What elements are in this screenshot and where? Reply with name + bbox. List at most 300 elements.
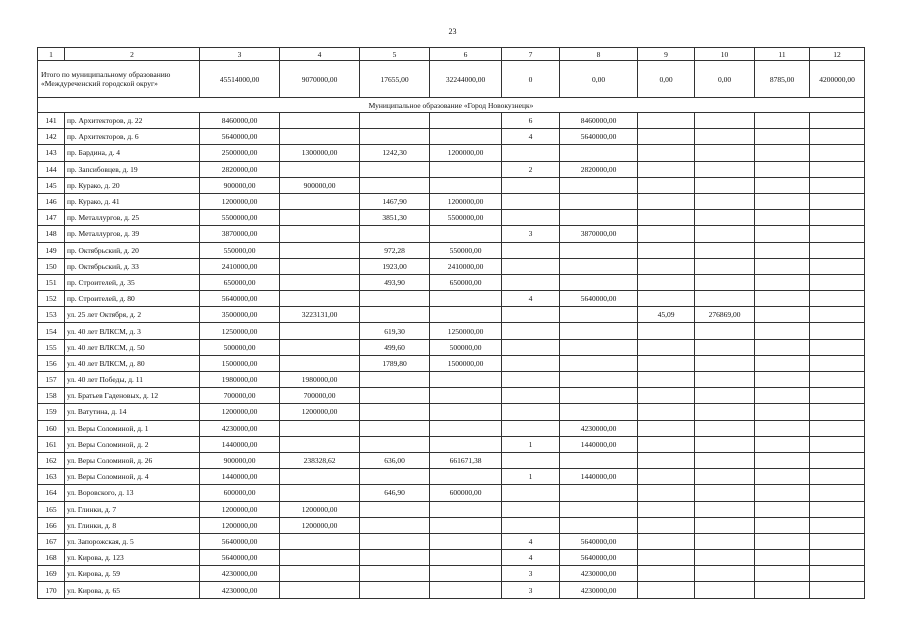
value-cell (560, 501, 638, 517)
value-cell (638, 274, 695, 290)
address-cell: пр. Запсибовцев, д. 19 (65, 161, 200, 177)
row-number-cell: 164 (38, 485, 65, 501)
value-cell (755, 485, 810, 501)
value-cell: 5640000,00 (560, 291, 638, 307)
value-cell (560, 339, 638, 355)
row-number-cell: 148 (38, 226, 65, 242)
address-cell: ул. Воровского, д. 13 (65, 485, 200, 501)
value-cell (695, 161, 755, 177)
value-cell (280, 274, 360, 290)
value-cell (502, 274, 560, 290)
value-cell (560, 355, 638, 371)
value-cell (360, 404, 430, 420)
address-cell: ул. 40 лет ВЛКСМ, д. 80 (65, 355, 200, 371)
value-cell: 1200000,00 (200, 193, 280, 209)
value-cell (430, 517, 502, 533)
value-cell (430, 436, 502, 452)
table-row (38, 550, 865, 566)
table-row (38, 161, 865, 177)
table-row (38, 274, 865, 290)
value-cell (695, 129, 755, 145)
value-cell: 493,90 (360, 274, 430, 290)
value-cell (502, 404, 560, 420)
value-cell (695, 485, 755, 501)
address-cell: ул. 40 лет ВЛКСМ, д. 50 (65, 339, 200, 355)
value-cell (810, 274, 865, 290)
value-cell (810, 129, 865, 145)
value-cell (280, 129, 360, 145)
total-cell: 9070000,00 (280, 61, 360, 98)
value-cell: 238328,62 (280, 452, 360, 468)
row-number-cell: 149 (38, 242, 65, 258)
value-cell (695, 517, 755, 533)
value-cell (638, 210, 695, 226)
address-cell: пр. Строителей, д. 35 (65, 274, 200, 290)
value-cell (360, 566, 430, 582)
value-cell (638, 161, 695, 177)
value-cell (360, 388, 430, 404)
value-cell (810, 404, 865, 420)
table-row (38, 436, 865, 452)
value-cell (810, 436, 865, 452)
row-number-cell: 157 (38, 372, 65, 388)
value-cell: 3223131,00 (280, 307, 360, 323)
value-cell: 2 (502, 161, 560, 177)
value-cell (638, 193, 695, 209)
value-cell (695, 226, 755, 242)
table-row (38, 517, 865, 533)
value-cell (755, 355, 810, 371)
value-cell (560, 210, 638, 226)
value-cell (755, 307, 810, 323)
value-cell (810, 113, 865, 129)
value-cell: 5640000,00 (200, 550, 280, 566)
value-cell (755, 452, 810, 468)
value-cell (695, 420, 755, 436)
value-cell (638, 129, 695, 145)
column-header: 10 (695, 48, 755, 61)
value-cell (755, 258, 810, 274)
value-cell: 900000,00 (200, 452, 280, 468)
value-cell (280, 582, 360, 598)
value-cell: 1980000,00 (200, 372, 280, 388)
row-number-cell: 145 (38, 177, 65, 193)
value-cell (560, 177, 638, 193)
value-cell (695, 177, 755, 193)
value-cell (638, 323, 695, 339)
value-cell (560, 274, 638, 290)
value-cell: 1 (502, 436, 560, 452)
value-cell: 3870000,00 (560, 226, 638, 242)
row-number-cell: 155 (38, 339, 65, 355)
value-cell (755, 550, 810, 566)
value-cell: 2820000,00 (200, 161, 280, 177)
value-cell (810, 258, 865, 274)
value-cell: 1200000,00 (280, 404, 360, 420)
value-cell (695, 113, 755, 129)
table-row (38, 226, 865, 242)
value-cell (810, 550, 865, 566)
value-cell (280, 420, 360, 436)
value-cell (280, 469, 360, 485)
value-cell (695, 469, 755, 485)
value-cell: 3 (502, 582, 560, 598)
value-cell (360, 420, 430, 436)
value-cell (695, 339, 755, 355)
table-row (38, 242, 865, 258)
value-cell (638, 291, 695, 307)
value-cell (638, 404, 695, 420)
value-cell (695, 436, 755, 452)
value-cell (810, 452, 865, 468)
value-cell (430, 566, 502, 582)
row-number-cell: 163 (38, 469, 65, 485)
value-cell (755, 339, 810, 355)
value-cell: 5640000,00 (200, 129, 280, 145)
value-cell (502, 420, 560, 436)
data-table (37, 47, 865, 599)
column-header: 4 (280, 48, 360, 61)
total-cell: 8785,00 (755, 61, 810, 98)
column-header-row (38, 48, 865, 61)
value-cell (695, 566, 755, 582)
value-cell (810, 485, 865, 501)
value-cell: 1200000,00 (200, 404, 280, 420)
value-cell (810, 582, 865, 598)
value-cell (810, 420, 865, 436)
value-cell (430, 177, 502, 193)
value-cell (695, 242, 755, 258)
value-cell (280, 193, 360, 209)
section-row (38, 98, 865, 113)
value-cell (560, 323, 638, 339)
address-cell: ул. 25 лет Октября, д. 2 (65, 307, 200, 323)
value-cell (280, 258, 360, 274)
total-cell: 45514000,00 (200, 61, 280, 98)
row-number-cell: 169 (38, 566, 65, 582)
value-cell (560, 307, 638, 323)
value-cell: 636,00 (360, 452, 430, 468)
value-cell (755, 129, 810, 145)
value-cell (502, 258, 560, 274)
value-cell: 2410000,00 (430, 258, 502, 274)
value-cell (360, 517, 430, 533)
value-cell (695, 291, 755, 307)
value-cell (502, 485, 560, 501)
value-cell (810, 226, 865, 242)
value-cell (560, 242, 638, 258)
table-row (38, 452, 865, 468)
value-cell: 2820000,00 (560, 161, 638, 177)
value-cell (560, 404, 638, 420)
value-cell (755, 388, 810, 404)
value-cell: 1200000,00 (200, 501, 280, 517)
value-cell (430, 226, 502, 242)
table-row (38, 485, 865, 501)
value-cell: 3 (502, 226, 560, 242)
value-cell (430, 372, 502, 388)
value-cell (638, 226, 695, 242)
value-cell: 700000,00 (200, 388, 280, 404)
total-cell: 0,00 (560, 61, 638, 98)
value-cell: 4230000,00 (200, 566, 280, 582)
value-cell: 1440000,00 (560, 469, 638, 485)
address-cell: ул. 40 лет Победы, д. 11 (65, 372, 200, 388)
value-cell: 650000,00 (200, 274, 280, 290)
value-cell: 1467,90 (360, 193, 430, 209)
table-row (38, 469, 865, 485)
value-cell (755, 372, 810, 388)
value-cell (810, 388, 865, 404)
value-cell: 1500000,00 (430, 355, 502, 371)
total-cell: 4200000,00 (810, 61, 865, 98)
value-cell: 5640000,00 (560, 129, 638, 145)
address-cell: ул. Веры Соломиной, д. 1 (65, 420, 200, 436)
value-cell (695, 145, 755, 161)
value-cell (280, 533, 360, 549)
value-cell (502, 323, 560, 339)
value-cell (430, 291, 502, 307)
value-cell (280, 226, 360, 242)
value-cell: 5640000,00 (200, 533, 280, 549)
value-cell (695, 210, 755, 226)
value-cell: 1440000,00 (200, 436, 280, 452)
value-cell: 4230000,00 (560, 566, 638, 582)
value-cell (502, 210, 560, 226)
table-row (38, 501, 865, 517)
row-number-cell: 144 (38, 161, 65, 177)
value-cell: 1440000,00 (560, 436, 638, 452)
total-cell: 0 (502, 61, 560, 98)
value-cell (810, 307, 865, 323)
table-row (38, 404, 865, 420)
value-cell: 4 (502, 550, 560, 566)
table-row (38, 388, 865, 404)
value-cell: 1300000,00 (280, 145, 360, 161)
value-cell: 900000,00 (280, 177, 360, 193)
value-cell: 5500000,00 (430, 210, 502, 226)
value-cell (810, 469, 865, 485)
table-row (38, 113, 865, 129)
row-number-cell: 168 (38, 550, 65, 566)
value-cell (695, 355, 755, 371)
value-cell (430, 550, 502, 566)
address-cell: ул. 40 лет ВЛКСМ, д. 3 (65, 323, 200, 339)
value-cell: 4 (502, 533, 560, 549)
value-cell: 1200000,00 (430, 193, 502, 209)
value-cell (360, 372, 430, 388)
value-cell (560, 145, 638, 161)
value-cell (430, 404, 502, 420)
value-cell (560, 452, 638, 468)
total-cell: 0,00 (695, 61, 755, 98)
address-cell: ул. Кирова, д. 123 (65, 550, 200, 566)
value-cell (502, 177, 560, 193)
row-number-cell: 146 (38, 193, 65, 209)
value-cell (638, 242, 695, 258)
value-cell: 4230000,00 (200, 582, 280, 598)
row-number-cell: 166 (38, 517, 65, 533)
address-cell: пр. Металлургов, д. 39 (65, 226, 200, 242)
value-cell (430, 420, 502, 436)
table-row (38, 533, 865, 549)
section-title: Муниципальное образование «Город Новокузнецк» (38, 98, 865, 113)
table-row (38, 323, 865, 339)
value-cell (638, 501, 695, 517)
value-cell (560, 388, 638, 404)
value-cell: 1789,80 (360, 355, 430, 371)
value-cell (638, 145, 695, 161)
value-cell (280, 210, 360, 226)
page-number: 23 (448, 27, 457, 36)
value-cell (360, 436, 430, 452)
value-cell: 500000,00 (200, 339, 280, 355)
value-cell (360, 291, 430, 307)
value-cell (695, 258, 755, 274)
value-cell (430, 388, 502, 404)
value-cell (360, 161, 430, 177)
table-row (38, 307, 865, 323)
address-cell: пр. Октябрьский, д. 20 (65, 242, 200, 258)
column-header: 3 (200, 48, 280, 61)
value-cell (360, 469, 430, 485)
total-label: Итого по муниципальному образованию «Междуреченский городской округ» (38, 61, 200, 98)
value-cell: 2500000,00 (200, 145, 280, 161)
value-cell (755, 210, 810, 226)
value-cell (810, 161, 865, 177)
value-cell (280, 436, 360, 452)
row-number-cell: 165 (38, 501, 65, 517)
table-row (38, 339, 865, 355)
value-cell (430, 113, 502, 129)
value-cell (638, 452, 695, 468)
value-cell (755, 420, 810, 436)
value-cell: 2410000,00 (200, 258, 280, 274)
value-cell: 8460000,00 (200, 113, 280, 129)
row-number-cell: 161 (38, 436, 65, 452)
value-cell (430, 161, 502, 177)
address-cell: пр. Архитекторов, д. 22 (65, 113, 200, 129)
value-cell: 1250000,00 (200, 323, 280, 339)
value-cell (810, 193, 865, 209)
table-row (38, 291, 865, 307)
value-cell (502, 501, 560, 517)
value-cell (638, 436, 695, 452)
address-cell: ул. Веры Соломиной, д. 4 (65, 469, 200, 485)
value-cell (810, 291, 865, 307)
value-cell (280, 242, 360, 258)
value-cell: 550000,00 (430, 242, 502, 258)
value-cell: 1200000,00 (200, 517, 280, 533)
column-header: 12 (810, 48, 865, 61)
value-cell: 1923,00 (360, 258, 430, 274)
value-cell (502, 517, 560, 533)
column-header: 9 (638, 48, 695, 61)
row-number-cell: 152 (38, 291, 65, 307)
total-row (38, 61, 865, 98)
address-cell: ул. Глинки, д. 7 (65, 501, 200, 517)
value-cell (810, 242, 865, 258)
table-row (38, 258, 865, 274)
value-cell (695, 274, 755, 290)
row-number-cell: 170 (38, 582, 65, 598)
value-cell: 5640000,00 (200, 291, 280, 307)
value-cell (280, 291, 360, 307)
value-cell: 700000,00 (280, 388, 360, 404)
value-cell (755, 404, 810, 420)
value-cell (695, 323, 755, 339)
value-cell (695, 193, 755, 209)
value-cell (430, 501, 502, 517)
value-cell: 600000,00 (430, 485, 502, 501)
value-cell (360, 307, 430, 323)
value-cell: 550000,00 (200, 242, 280, 258)
value-cell: 1242,30 (360, 145, 430, 161)
address-cell: ул. Веры Соломиной, д. 26 (65, 452, 200, 468)
value-cell (695, 582, 755, 598)
value-cell (810, 372, 865, 388)
row-number-cell: 167 (38, 533, 65, 549)
table-row (38, 193, 865, 209)
value-cell (280, 566, 360, 582)
value-cell: 45,09 (638, 307, 695, 323)
value-cell: 4230000,00 (560, 582, 638, 598)
row-number-cell: 151 (38, 274, 65, 290)
value-cell (502, 307, 560, 323)
table-row (38, 355, 865, 371)
value-cell: 1440000,00 (200, 469, 280, 485)
total-cell: 17655,00 (360, 61, 430, 98)
value-cell: 619,30 (360, 323, 430, 339)
value-cell (755, 501, 810, 517)
value-cell (755, 145, 810, 161)
value-cell (755, 582, 810, 598)
value-cell (755, 226, 810, 242)
table-row (38, 582, 865, 598)
row-number-cell: 159 (38, 404, 65, 420)
table-row (38, 566, 865, 582)
value-cell (280, 485, 360, 501)
value-cell (755, 566, 810, 582)
table-row (38, 372, 865, 388)
value-cell (560, 258, 638, 274)
value-cell (755, 323, 810, 339)
value-cell (280, 161, 360, 177)
value-cell (360, 533, 430, 549)
row-number-cell: 162 (38, 452, 65, 468)
column-header: 1 (38, 48, 65, 61)
value-cell (695, 404, 755, 420)
value-cell: 1200000,00 (280, 501, 360, 517)
value-cell: 1200000,00 (430, 145, 502, 161)
value-cell (280, 339, 360, 355)
value-cell: 3851,30 (360, 210, 430, 226)
value-cell: 8460000,00 (560, 113, 638, 129)
value-cell (695, 372, 755, 388)
table-row (38, 177, 865, 193)
total-cell: 32244000,00 (430, 61, 502, 98)
value-cell (638, 372, 695, 388)
address-cell: пр. Строителей, д. 80 (65, 291, 200, 307)
value-cell: 1980000,00 (280, 372, 360, 388)
column-header: 8 (560, 48, 638, 61)
value-cell: 650000,00 (430, 274, 502, 290)
value-cell: 500000,00 (430, 339, 502, 355)
value-cell (638, 258, 695, 274)
value-cell: 6 (502, 113, 560, 129)
value-cell (810, 501, 865, 517)
value-cell: 5640000,00 (560, 533, 638, 549)
